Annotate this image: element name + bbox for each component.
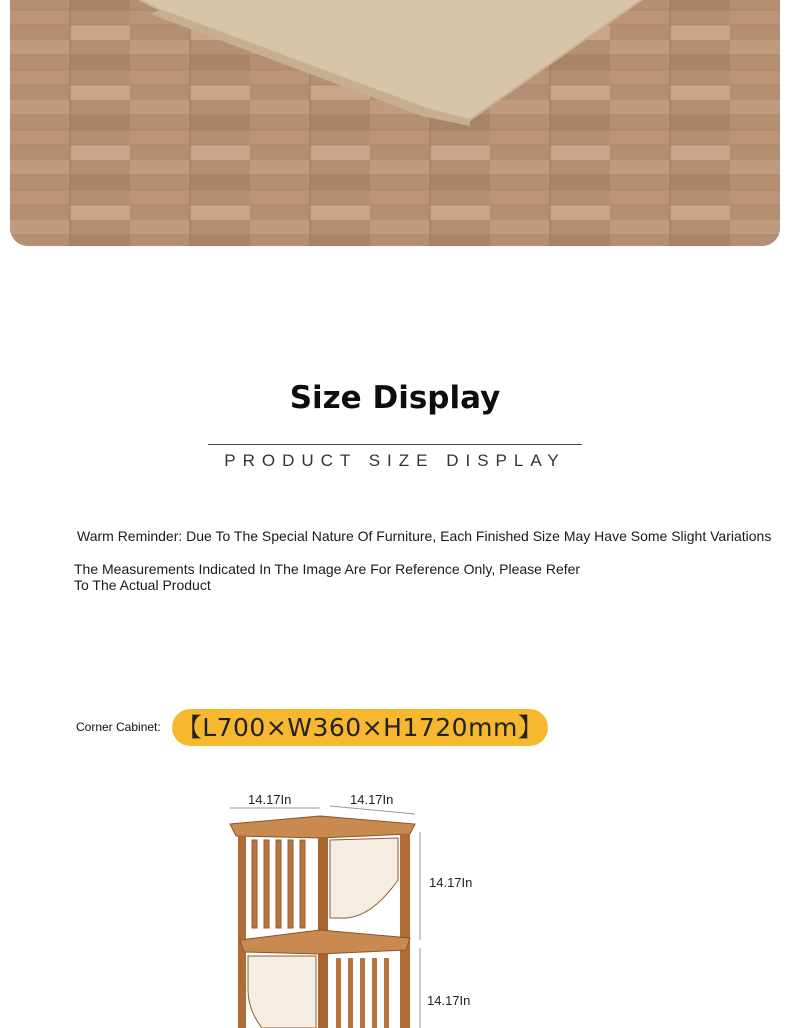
measurement-note-text: The Measurements Indicated In The Image Are For Reference Only, Please Refer To The Actual Product bbox=[74, 561, 581, 593]
product-label: Corner Cabinet: bbox=[76, 720, 161, 734]
dim-label-width: 14.17In bbox=[248, 792, 292, 807]
dim-label-depth: 14.17In bbox=[350, 792, 394, 807]
section-subtitle: PRODUCT SIZE DISPLAY bbox=[224, 451, 566, 470]
warm-reminder-text: Warm Reminder: Due To The Special Nature Of Furniture, Each Finished Size May Have Some Slight Variations bbox=[77, 528, 772, 544]
dim-label-height-upper: 14.17In bbox=[429, 875, 473, 890]
dim-label-height-lower: 14.17In bbox=[427, 993, 471, 1008]
hero-photo bbox=[10, 0, 780, 246]
section-title: Size Display bbox=[289, 380, 501, 416]
dimensions-badge: 【L700×W360×H1720mm】 bbox=[172, 709, 548, 746]
cabinet-drawing bbox=[200, 780, 500, 1028]
title-divider bbox=[208, 444, 582, 445]
